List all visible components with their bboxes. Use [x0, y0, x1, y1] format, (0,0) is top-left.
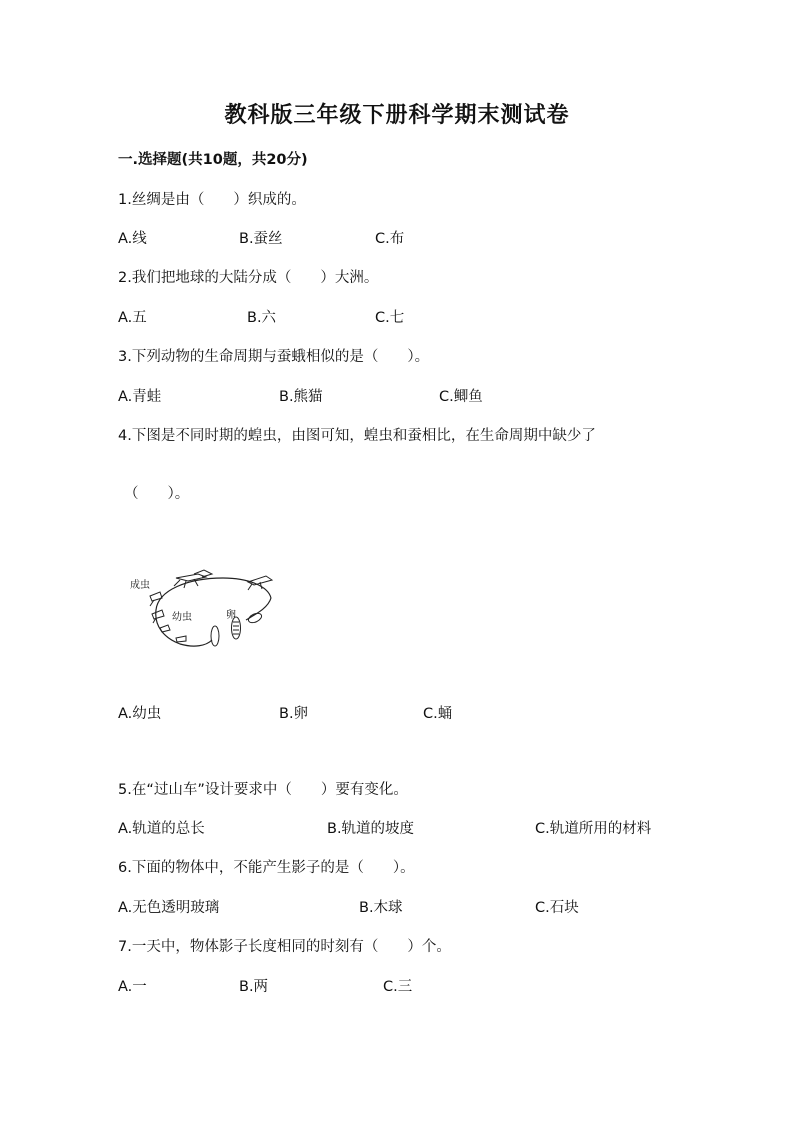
q2-option-a[interactable]: A.五: [118, 310, 147, 326]
q6-option-c[interactable]: C.石块: [535, 900, 579, 916]
section-heading: 一.选择题(共10题，共20分): [118, 152, 308, 168]
page-title: 教科版三年级下册科学期末测试卷: [224, 102, 570, 128]
label-egg: 卵: [226, 610, 236, 621]
q5-option-b[interactable]: B.轨道的坡度: [327, 821, 415, 837]
question-7: 7.一天中，物体影子长度相同的时刻有（ ）个。: [118, 939, 451, 955]
q3-option-a[interactable]: A.青蛙: [118, 389, 162, 405]
q3-option-c[interactable]: C.鲫鱼: [439, 389, 483, 405]
question-1: 1.丝绸是由（ ）织成的。: [118, 192, 306, 208]
q7-option-a[interactable]: A.一: [118, 979, 147, 995]
q7-option-b[interactable]: B.两: [239, 979, 269, 995]
q6-option-a[interactable]: A.无色透明玻璃: [118, 900, 220, 916]
locust-lifecycle-figure: [128, 568, 278, 658]
q1-option-b[interactable]: B.蚕丝: [239, 231, 283, 247]
label-nymph: 幼虫: [172, 612, 192, 623]
question-4: 4.下图是不同时期的蝗虫，由图可知，蝗虫和蚕相比，在生命周期中缺少了: [118, 428, 596, 444]
question-5: 5.在“过山车”设计要求中（ ）要有变化。: [118, 782, 408, 798]
q4-option-a[interactable]: A.幼虫: [118, 706, 162, 722]
q1-option-a[interactable]: A.线: [118, 231, 147, 247]
q5-option-c[interactable]: C.轨道所用的材料: [535, 821, 652, 837]
question-2: 2.我们把地球的大陆分成（ ）大洲。: [118, 270, 379, 286]
q2-option-b[interactable]: B.六: [247, 310, 277, 326]
q6-option-b[interactable]: B.木球: [359, 900, 403, 916]
q4-option-b[interactable]: B.卵: [279, 706, 309, 722]
q4-option-c[interactable]: C.蛹: [423, 706, 453, 722]
question-6: 6.下面的物体中，不能产生影子的是（ ）。: [118, 860, 415, 876]
adult-locust-icon: [174, 570, 272, 590]
question-4-continuation: （ ）。: [124, 486, 190, 502]
question-3: 3.下列动物的生命周期与蚕蛾相似的是（ ）。: [118, 349, 430, 365]
q7-option-c[interactable]: C.三: [383, 979, 413, 995]
label-adult: 成虫: [130, 580, 150, 591]
q5-option-a[interactable]: A.轨道的总长: [118, 821, 205, 837]
egg-icon: [211, 611, 263, 646]
q2-option-c[interactable]: C.七: [375, 310, 405, 326]
q3-option-b[interactable]: B.熊猫: [279, 389, 323, 405]
q1-option-c[interactable]: C.布: [375, 231, 405, 247]
